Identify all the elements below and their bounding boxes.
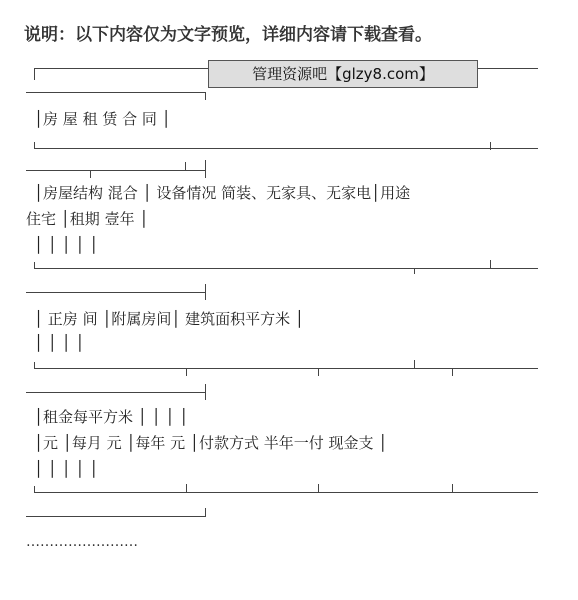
table-line-tick (452, 368, 453, 376)
table-line (34, 148, 538, 149)
preview-notice: 说明：以下内容仅为文字预览，详细内容请下载查看。 (24, 25, 432, 45)
divider-tick (205, 92, 206, 100)
table-line-tick (490, 142, 491, 150)
table-line-tick (318, 368, 319, 376)
empty-cells-row: │ │ │ │ │ (34, 460, 99, 478)
table-line (34, 268, 538, 269)
table-line-tick (34, 362, 35, 368)
frame-top-line-left (34, 68, 208, 69)
divider (26, 292, 206, 293)
divider (26, 516, 206, 517)
table-line-tick (452, 484, 453, 492)
rent-per-sqm-row: │租金每平方米 │ │ │ │ (34, 408, 189, 426)
contract-title: │房 屋 租 赁 合 同 │ (34, 110, 171, 128)
table-line-tick (34, 142, 35, 148)
table-line-tick (490, 260, 491, 268)
table-line-tick (414, 268, 415, 274)
divider (26, 92, 206, 93)
table-line-tick (34, 262, 35, 268)
continuation-ellipsis: …………………… (26, 534, 138, 550)
table-line-tick (414, 360, 415, 368)
divider (26, 392, 206, 393)
empty-cells-row: │ │ │ │ (34, 334, 85, 352)
empty-cells-row: │ │ │ │ │ (34, 236, 99, 254)
table-line (34, 368, 538, 369)
divider-tick (90, 170, 91, 178)
table-line (34, 492, 538, 493)
divider-tick (205, 160, 206, 178)
structure-row: │房屋结构 混合 │ 设备情况 简装、无家具、无家电│用途 (34, 184, 411, 202)
payment-row: │元 │每月 元 │每年 元 │付款方式 半年一付 现金支 │ (34, 434, 388, 452)
table-line-tick (34, 486, 35, 492)
divider-tick (205, 384, 206, 400)
frame-top-line-right (478, 68, 538, 69)
divider-tick (205, 284, 206, 300)
table-line-tick (318, 484, 319, 492)
frame-left-tick (34, 68, 35, 80)
table-line-tick (186, 368, 187, 376)
room-area-row: │ 正房 间 │附属房间│ 建筑面积平方米 │ (34, 310, 304, 328)
divider-tick (185, 162, 186, 170)
usage-term-row: 住宅 │租期 壹年 │ (26, 210, 149, 228)
divider-tick (205, 508, 206, 516)
divider (26, 170, 206, 171)
table-line-tick (186, 484, 187, 492)
site-banner[interactable]: 管理资源吧【glzy8.com】 (208, 60, 478, 88)
